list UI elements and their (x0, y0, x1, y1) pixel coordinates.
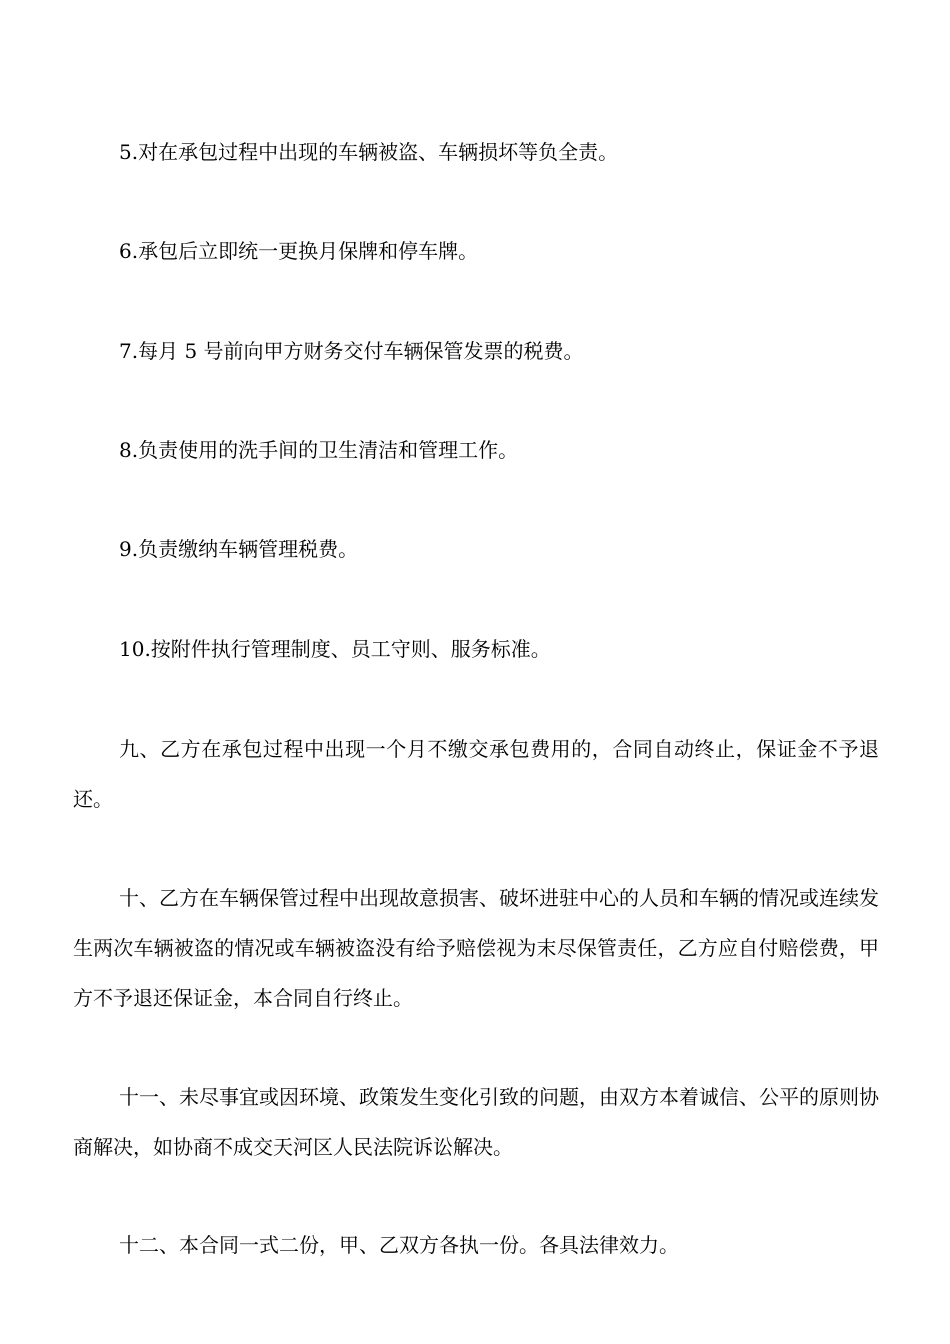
clause-12: 十二、本合同一式二份，甲、乙双方各执一份。各具法律效力。 (119, 1233, 679, 1257)
clause-11: 十一、未尽事宜或因环境、政策发生变化引致的问题，由双方本着诚信、公平的原则协商解决，如协商不成交天河区人民法院诉讼解决。 (73, 1085, 879, 1159)
item-6: 6.承包后立即统一更换月保牌和停车牌。 (119, 239, 479, 263)
clause-9: 九、乙方在承包过程中出现一个月不缴交承包费用的，合同自动终止，保证金不予退还。 (73, 737, 879, 811)
clause-10: 十、乙方在车辆保管过程中出现故意损害、破坏进驻中心的人员和车辆的情况或连续发生两次车辆被盗的情况或车辆被盗没有给予赔偿视为末尽保管责任，乙方应自付赔偿费，甲方不予退还保证金，本合同自行终止。 (73, 886, 879, 1010)
item-7: 7.每月 5 号前向甲方财务交付车辆保管发票的税费。 (119, 339, 584, 363)
item-10: 10.按附件执行管理制度、员工守则、服务标准。 (119, 637, 551, 661)
item-8: 8.负责使用的洗手间的卫生清洁和管理工作。 (119, 438, 519, 462)
item-5: 5.对在承包过程中出现的车辆被盗、车辆损坏等负全责。 (119, 140, 619, 164)
item-9: 9.负责缴纳车辆管理税费。 (119, 537, 359, 561)
